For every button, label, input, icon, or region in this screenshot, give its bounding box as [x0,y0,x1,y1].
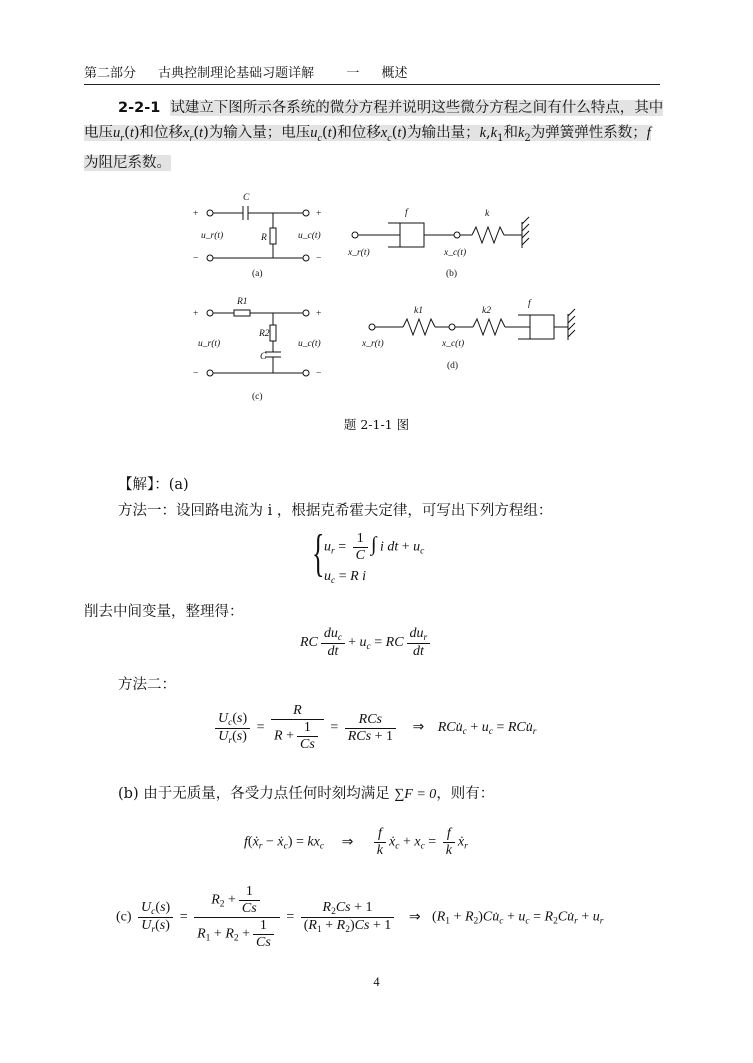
fig-a-plus-right: + [316,209,322,219]
fig-a-capacitor-label: C [243,193,250,203]
fig-b-spring-label: k [485,209,490,219]
part-b-intro: (b) 由于无质量，各受力点任何时刻均满足 [118,786,390,802]
fig-c-minus-left: − [193,369,199,379]
fig-a-input-label: u_r(t) [201,231,224,241]
equation-a-transfer: $\frac{U_c(s)}{U_r(s)}$ = R R + $\frac{1}{Cs}$ = $\frac{\text{RCs}}{\text{RCs + 1}}$ ⇒ $RCu̇_c + u_c$ = $RCu̇_r$ [212,703,536,753]
problem-text-f: 和 [503,125,518,141]
fig-c-r2-label: R2 [259,329,270,339]
fig-c-plus-right: + [316,309,322,319]
header-chapter-no: 一 [346,66,360,81]
equation-system: { $u_r$ = $\frac{1}{C}$ ∫ i dt + $u_c$ $u_c = R$ i [312,525,425,586]
fig-d-damper-label: f [528,299,531,309]
fig-b-label: (b) [446,269,458,279]
fig-d-output-label: x_c(t) [442,339,465,349]
problem-text-c: 为输入量；电压 [208,125,311,141]
system-figure [0,180,753,415]
fig-c-label: (c) [252,392,263,402]
part-b-text [118,782,494,803]
fig-a-plus-left: + [193,209,199,219]
fig-a-minus-right: − [316,254,322,264]
problem-number: 2-2-1 [118,100,161,116]
part-b-sum: ∑F = 0 [394,787,437,802]
part-b-then: ，则有： [436,786,495,802]
method-two-text: 方法二： [118,677,176,693]
problem-statement: 2-2-1 试建立下图所示各系统的微分方程并说明这些微分方程之间有什么特点，其中电压$u_r(t)$和位移$x_r(t)$为输入量；电压$u_c(t)$和位移$x_c(t)$为输出量；$k,k_1$和$k_2$为弹簧弹性系数；f为阻尼系数。 [84,100,664,171]
fig-d-k1-label: k1 [414,306,423,316]
fig-a-output-label: u_c(t) [298,231,321,241]
problem-text-h: 为阻尼系数。 [84,154,171,171]
fig-c-r1-label: R1 [237,297,248,307]
fig-a-label: (a) [252,269,263,279]
header-chapter-title: 概述 [381,66,408,81]
fig-c-minus-right: − [316,369,322,379]
problem-text-e: 为输出量； [407,125,480,141]
method-one-text: 方法一：设回路电流为 i ，根据克希霍夫定律，可写出下列方程组： [118,503,553,519]
fig-c-output-label: u_c(t) [298,339,321,349]
equation-c: (c) $\frac{U_c(s)}{U_r(s)}$ = $R_2$ + $\frac{1}{Cs}$ $R_1 + R_2$ + $\frac{1}{Cs}$ = $\frac{R_2Cs + 1}{(R_1 + R_2)Cs + 1}$ ⇒ ($R_1$ + $R_2)Cu̇_c + u_c$ = $R_2Cu̇_r + u_r$ [116,884,604,950]
problem-text-g: 为弹簧弹性系数； [530,125,647,141]
problem-text-b: 和位移 [139,125,184,141]
header-rule [84,84,660,85]
fig-a-minus-left: − [193,254,199,264]
fig-d-label: (d) [447,361,459,371]
eliminate-text: 削去中间变量，整理得： [84,604,244,620]
header-book-title: 古典控制理论基础习题详解 [158,66,315,81]
page-number: 4 [373,975,380,989]
fig-d-input-label: x_r(t) [362,339,384,349]
fig-b-output-label: x_c(t) [444,248,467,258]
fig-a-resistor-label: R [261,233,267,243]
fig-d-k2-label: k2 [482,306,491,316]
solution-heading: 【解】：(a) [118,477,189,493]
figure-caption: 题 2-1-1 图 [343,417,410,432]
fig-c-capacitor-label: C [260,352,267,362]
fig-b-damper-label: f [405,208,408,218]
equation-a-result: RC $\frac{du_c}{dt}$ + $u_c$ = RC $\frac{du_r}{dt}$ [300,626,433,660]
part-c-label: (c) [116,909,132,925]
running-header [84,62,660,81]
fig-b-input-label: x_r(t) [348,248,370,258]
fig-c-plus-left: + [193,309,199,319]
header-part: 第二部分 [84,66,137,81]
fig-c-input-label: u_r(t) [198,339,221,349]
problem-text-d: 和位移 [337,125,381,141]
problem-text-a: 试建立下图所示各系统的微分方程并说明这些微分方程之间有什么特点，其中电压 [84,100,664,141]
equation-b: f(ẋ$_r$ − ẋ$_c$) = $kx_c$ ⇒ $\frac{f}{k}$ ẋ$_c$ + $x_c$ = $\frac{f}{k}$ ẋ$_r$ [244,826,468,858]
